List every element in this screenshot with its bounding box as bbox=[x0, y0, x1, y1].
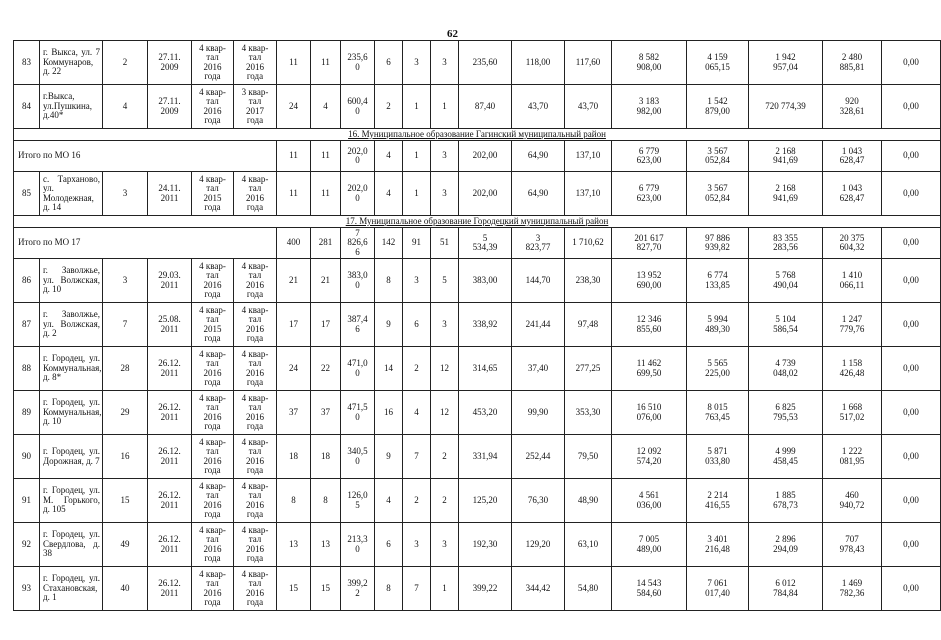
deadline-plan-cell: 4 квар- тал 2016 года bbox=[192, 523, 234, 567]
table-row bbox=[14, 85, 941, 129]
amount-cell: 4 159 065,15 bbox=[687, 41, 749, 85]
amount-cell: 0,00 bbox=[882, 172, 941, 216]
deadline-actual-cell: 4 квар- тал 2016 года bbox=[234, 172, 277, 216]
count-cell: 281 bbox=[311, 228, 341, 259]
row-number: 87 bbox=[14, 303, 40, 347]
amount-cell: 1 247 779,76 bbox=[823, 303, 882, 347]
area-cell: 202,00 bbox=[459, 141, 512, 172]
amount-cell: 0,00 bbox=[882, 41, 941, 85]
table-row bbox=[14, 479, 941, 523]
date-cell: 26.12. 2011 bbox=[148, 523, 192, 567]
amount-cell: 1 668 517,02 bbox=[823, 391, 882, 435]
count-cell: 29 bbox=[103, 391, 148, 435]
amount-cell: 5 104 586,54 bbox=[749, 303, 823, 347]
area-cell: 125,20 bbox=[459, 479, 512, 523]
amount-cell: 6 825 795,53 bbox=[749, 391, 823, 435]
count-cell: 3 bbox=[431, 41, 459, 85]
area-cell: 340,5 0 bbox=[341, 435, 375, 479]
amount-cell: 1 410 066,11 bbox=[823, 259, 882, 303]
address-cell: г.Выкса, ул.Пушкина, д.40* bbox=[40, 85, 103, 129]
count-cell: 2 bbox=[103, 41, 148, 85]
area-cell: 277,25 bbox=[565, 347, 612, 391]
count-cell: 3 bbox=[431, 141, 459, 172]
area-cell: 252,44 bbox=[512, 435, 565, 479]
count-cell: 18 bbox=[277, 435, 311, 479]
date-cell: 27.11. 2009 bbox=[148, 85, 192, 129]
amount-cell: 707 978,43 bbox=[823, 523, 882, 567]
subtotal-label: Итого по МО 17 bbox=[14, 228, 277, 259]
amount-cell: 3 401 216,48 bbox=[687, 523, 749, 567]
row-number: 93 bbox=[14, 567, 40, 611]
amount-cell: 6 779 623,00 bbox=[612, 141, 687, 172]
area-cell: 99,90 bbox=[512, 391, 565, 435]
count-cell: 9 bbox=[375, 435, 403, 479]
amount-cell: 11 462 699,50 bbox=[612, 347, 687, 391]
address-cell: с. Тарханово, ул. Молодежная, д. 14 bbox=[40, 172, 103, 216]
area-cell: 202,0 0 bbox=[341, 172, 375, 216]
amount-cell: 0,00 bbox=[882, 228, 941, 259]
count-cell: 2 bbox=[403, 347, 431, 391]
amount-cell: 7 005 489,00 bbox=[612, 523, 687, 567]
amount-cell: 20 375 604,32 bbox=[823, 228, 882, 259]
address-cell: г. Выкса, ул. 7 Коммунаров, д. 22 bbox=[40, 41, 103, 85]
area-cell: 235,6 0 bbox=[341, 41, 375, 85]
date-cell: 26.12. 2011 bbox=[148, 391, 192, 435]
address-cell: г. Заволжье, ул. Волжская, д. 2 bbox=[40, 303, 103, 347]
count-cell: 3 bbox=[403, 523, 431, 567]
address-cell: г. Городец, ул. Коммунальная, д. 8* bbox=[40, 347, 103, 391]
count-cell: 16 bbox=[375, 391, 403, 435]
amount-cell: 8 015 763,45 bbox=[687, 391, 749, 435]
count-cell: 24 bbox=[277, 85, 311, 129]
amount-cell: 5 871 033,80 bbox=[687, 435, 749, 479]
count-cell: 21 bbox=[277, 259, 311, 303]
date-cell: 27.11. 2009 bbox=[148, 41, 192, 85]
amount-cell: 2 168 941,69 bbox=[749, 141, 823, 172]
section-header-row bbox=[14, 216, 941, 228]
amount-cell: 0,00 bbox=[882, 347, 941, 391]
deadline-actual-cell: 4 квар- тал 2016 года bbox=[234, 435, 277, 479]
address-cell: г. Городец, ул. Дорожная, д. 7 bbox=[40, 435, 103, 479]
table-row bbox=[14, 391, 941, 435]
deadline-plan-cell: 4 квар- тал 2016 года bbox=[192, 259, 234, 303]
area-cell: 192,30 bbox=[459, 523, 512, 567]
count-cell: 11 bbox=[311, 141, 341, 172]
row-number: 91 bbox=[14, 479, 40, 523]
area-cell: 117,60 bbox=[565, 41, 612, 85]
subtotal-row bbox=[14, 141, 941, 172]
count-cell: 15 bbox=[277, 567, 311, 611]
amount-cell: 4 561 036,00 bbox=[612, 479, 687, 523]
area-cell: 238,30 bbox=[565, 259, 612, 303]
amount-cell: 1 043 628,47 bbox=[823, 141, 882, 172]
amount-cell: 6 779 623,00 bbox=[612, 172, 687, 216]
area-cell: 137,10 bbox=[565, 141, 612, 172]
count-cell: 9 bbox=[375, 303, 403, 347]
count-cell: 12 bbox=[431, 347, 459, 391]
address-cell: г. Городец, ул. М. Горького, д. 105 bbox=[40, 479, 103, 523]
area-cell: 344,42 bbox=[512, 567, 565, 611]
area-cell: 64,90 bbox=[512, 172, 565, 216]
area-cell: 43,70 bbox=[565, 85, 612, 129]
amount-cell: 8 582 908,00 bbox=[612, 41, 687, 85]
count-cell: 18 bbox=[311, 435, 341, 479]
amount-cell: 2 896 294,09 bbox=[749, 523, 823, 567]
area-cell: 387,4 6 bbox=[341, 303, 375, 347]
count-cell: 15 bbox=[103, 479, 148, 523]
area-cell: 399,22 bbox=[459, 567, 512, 611]
address-cell: г. Городец, ул. Коммунальная, д. 10 bbox=[40, 391, 103, 435]
area-cell: 5 534,39 bbox=[459, 228, 512, 259]
area-cell: 137,10 bbox=[565, 172, 612, 216]
area-cell: 64,90 bbox=[512, 141, 565, 172]
amount-cell: 1 469 782,36 bbox=[823, 567, 882, 611]
page-number: 62 bbox=[447, 28, 458, 40]
deadline-actual-cell: 4 квар- тал 2016 года bbox=[234, 41, 277, 85]
table-row bbox=[14, 435, 941, 479]
deadline-actual-cell: 4 квар- тал 2016 года bbox=[234, 479, 277, 523]
count-cell: 3 bbox=[403, 41, 431, 85]
count-cell: 17 bbox=[311, 303, 341, 347]
area-cell: 43,70 bbox=[512, 85, 565, 129]
address-cell: г. Городец, ул. Свердлова, д. 38 bbox=[40, 523, 103, 567]
housing-register-table bbox=[13, 40, 941, 611]
amount-cell: 5 994 489,30 bbox=[687, 303, 749, 347]
count-cell: 11 bbox=[311, 41, 341, 85]
deadline-actual-cell: 3 квар- тал 2017 года bbox=[234, 85, 277, 129]
amount-cell: 16 510 076,00 bbox=[612, 391, 687, 435]
area-cell: 235,60 bbox=[459, 41, 512, 85]
count-cell: 2 bbox=[403, 479, 431, 523]
deadline-plan-cell: 4 квар- тал 2016 года bbox=[192, 479, 234, 523]
section-header-row bbox=[14, 129, 941, 141]
area-cell: 97,48 bbox=[565, 303, 612, 347]
table-row bbox=[14, 523, 941, 567]
count-cell: 4 bbox=[375, 172, 403, 216]
count-cell: 4 bbox=[375, 141, 403, 172]
deadline-actual-cell: 4 квар- тал 2016 года bbox=[234, 347, 277, 391]
address-cell: г. Заволжье, ул. Волжская, д. 10 bbox=[40, 259, 103, 303]
deadline-plan-cell: 4 квар- тал 2015 года bbox=[192, 172, 234, 216]
deadline-actual-cell: 4 квар- тал 2016 года bbox=[234, 523, 277, 567]
area-cell: 202,0 0 bbox=[341, 141, 375, 172]
amount-cell: 0,00 bbox=[882, 523, 941, 567]
count-cell: 13 bbox=[311, 523, 341, 567]
area-cell: 63,10 bbox=[565, 523, 612, 567]
amount-cell: 2 168 941,69 bbox=[749, 172, 823, 216]
deadline-actual-cell: 4 квар- тал 2016 года bbox=[234, 567, 277, 611]
amount-cell: 1 222 081,95 bbox=[823, 435, 882, 479]
count-cell: 7 bbox=[403, 435, 431, 479]
count-cell: 12 bbox=[431, 391, 459, 435]
count-cell: 24 bbox=[277, 347, 311, 391]
count-cell: 11 bbox=[311, 172, 341, 216]
subtotal-row bbox=[14, 228, 941, 259]
amount-cell: 0,00 bbox=[882, 85, 941, 129]
deadline-plan-cell: 4 квар- тал 2016 года bbox=[192, 435, 234, 479]
date-cell: 26.12. 2011 bbox=[148, 479, 192, 523]
deadline-plan-cell: 4 квар- тал 2016 года bbox=[192, 347, 234, 391]
count-cell: 91 bbox=[403, 228, 431, 259]
count-cell: 5 bbox=[431, 259, 459, 303]
section-title: 16. Муниципальное образование Гагинский муниципальный район bbox=[348, 128, 606, 139]
count-cell: 37 bbox=[311, 391, 341, 435]
amount-cell: 1 158 426,48 bbox=[823, 347, 882, 391]
deadline-plan-cell: 4 квар- тал 2016 года bbox=[192, 41, 234, 85]
count-cell: 16 bbox=[103, 435, 148, 479]
deadline-plan-cell: 4 квар- тал 2015 года bbox=[192, 303, 234, 347]
count-cell: 8 bbox=[375, 259, 403, 303]
amount-cell: 13 952 690,00 bbox=[612, 259, 687, 303]
count-cell: 1 bbox=[403, 85, 431, 129]
count-cell: 6 bbox=[375, 523, 403, 567]
amount-cell: 0,00 bbox=[882, 567, 941, 611]
count-cell: 6 bbox=[375, 41, 403, 85]
count-cell: 3 bbox=[103, 172, 148, 216]
amount-cell: 3 567 052,84 bbox=[687, 172, 749, 216]
amount-cell: 5 565 225,00 bbox=[687, 347, 749, 391]
count-cell: 4 bbox=[311, 85, 341, 129]
amount-cell: 2 214 416,55 bbox=[687, 479, 749, 523]
count-cell: 4 bbox=[403, 391, 431, 435]
area-cell: 37,40 bbox=[512, 347, 565, 391]
deadline-plan-cell: 4 квар- тал 2016 года bbox=[192, 567, 234, 611]
count-cell: 142 bbox=[375, 228, 403, 259]
count-cell: 21 bbox=[311, 259, 341, 303]
amount-cell: 97 886 939,82 bbox=[687, 228, 749, 259]
count-cell: 1 bbox=[431, 85, 459, 129]
date-cell: 24.11. 2011 bbox=[148, 172, 192, 216]
row-number: 88 bbox=[14, 347, 40, 391]
area-cell: 87,40 bbox=[459, 85, 512, 129]
section-title: 17. Муниципальное образование Городецкий муниципальный район bbox=[345, 215, 609, 226]
amount-cell: 3 567 052,84 bbox=[687, 141, 749, 172]
count-cell: 11 bbox=[277, 41, 311, 85]
register-body bbox=[14, 41, 941, 611]
count-cell: 3 bbox=[103, 259, 148, 303]
date-cell: 26.12. 2011 bbox=[148, 435, 192, 479]
amount-cell: 0,00 bbox=[882, 259, 941, 303]
count-cell: 40 bbox=[103, 567, 148, 611]
row-number: 85 bbox=[14, 172, 40, 216]
area-cell: 202,00 bbox=[459, 172, 512, 216]
count-cell: 11 bbox=[277, 172, 311, 216]
area-cell: 471,5 0 bbox=[341, 391, 375, 435]
amount-cell: 83 355 283,56 bbox=[749, 228, 823, 259]
area-cell: 241,44 bbox=[512, 303, 565, 347]
area-cell: 126,0 5 bbox=[341, 479, 375, 523]
amount-cell: 920 328,61 bbox=[823, 85, 882, 129]
deadline-actual-cell: 4 квар- тал 2016 года bbox=[234, 391, 277, 435]
area-cell: 48,90 bbox=[565, 479, 612, 523]
area-cell: 76,30 bbox=[512, 479, 565, 523]
area-cell: 129,20 bbox=[512, 523, 565, 567]
count-cell: 3 bbox=[403, 259, 431, 303]
amount-cell: 720 774,39 bbox=[749, 85, 823, 129]
amount-cell: 0,00 bbox=[882, 479, 941, 523]
section-title-cell bbox=[14, 216, 941, 228]
amount-cell: 1 885 678,73 bbox=[749, 479, 823, 523]
area-cell: 314,65 bbox=[459, 347, 512, 391]
date-cell: 26.12. 2011 bbox=[148, 347, 192, 391]
amount-cell: 4 739 048,02 bbox=[749, 347, 823, 391]
count-cell: 49 bbox=[103, 523, 148, 567]
area-cell: 54,80 bbox=[565, 567, 612, 611]
deadline-actual-cell: 4 квар- тал 2016 года bbox=[234, 303, 277, 347]
amount-cell: 0,00 bbox=[882, 303, 941, 347]
area-cell: 118,00 bbox=[512, 41, 565, 85]
count-cell: 400 bbox=[277, 228, 311, 259]
row-number: 90 bbox=[14, 435, 40, 479]
area-cell: 7 826,6 6 bbox=[341, 228, 375, 259]
amount-cell: 6 012 784,84 bbox=[749, 567, 823, 611]
amount-cell: 201 617 827,70 bbox=[612, 228, 687, 259]
count-cell: 7 bbox=[103, 303, 148, 347]
count-cell: 8 bbox=[311, 479, 341, 523]
area-cell: 399,2 2 bbox=[341, 567, 375, 611]
row-number: 92 bbox=[14, 523, 40, 567]
table-row bbox=[14, 172, 941, 216]
area-cell: 3 823,77 bbox=[512, 228, 565, 259]
area-cell: 1 710,62 bbox=[565, 228, 612, 259]
amount-cell: 0,00 bbox=[882, 391, 941, 435]
count-cell: 7 bbox=[403, 567, 431, 611]
count-cell: 14 bbox=[375, 347, 403, 391]
table-row bbox=[14, 41, 941, 85]
count-cell: 3 bbox=[431, 523, 459, 567]
amount-cell: 0,00 bbox=[882, 141, 941, 172]
area-cell: 471,0 0 bbox=[341, 347, 375, 391]
section-title-cell bbox=[14, 129, 941, 141]
amount-cell: 460 940,72 bbox=[823, 479, 882, 523]
count-cell: 4 bbox=[103, 85, 148, 129]
deadline-plan-cell: 4 квар- тал 2016 года bbox=[192, 85, 234, 129]
count-cell: 17 bbox=[277, 303, 311, 347]
amount-cell: 14 543 584,60 bbox=[612, 567, 687, 611]
area-cell: 79,50 bbox=[565, 435, 612, 479]
table-row bbox=[14, 567, 941, 611]
amount-cell: 12 346 855,60 bbox=[612, 303, 687, 347]
count-cell: 37 bbox=[277, 391, 311, 435]
count-cell: 2 bbox=[431, 479, 459, 523]
area-cell: 331,94 bbox=[459, 435, 512, 479]
row-number: 84 bbox=[14, 85, 40, 129]
date-cell: 26.12. 2011 bbox=[148, 567, 192, 611]
amount-cell: 1 542 879,00 bbox=[687, 85, 749, 129]
count-cell: 3 bbox=[431, 303, 459, 347]
amount-cell: 2 480 885,81 bbox=[823, 41, 882, 85]
area-cell: 600,4 0 bbox=[341, 85, 375, 129]
amount-cell: 1 942 957,04 bbox=[749, 41, 823, 85]
count-cell: 51 bbox=[431, 228, 459, 259]
count-cell: 22 bbox=[311, 347, 341, 391]
count-cell: 15 bbox=[311, 567, 341, 611]
row-number: 86 bbox=[14, 259, 40, 303]
count-cell: 1 bbox=[431, 567, 459, 611]
deadline-actual-cell: 4 квар- тал 2016 года bbox=[234, 259, 277, 303]
count-cell: 11 bbox=[277, 141, 311, 172]
table-row bbox=[14, 259, 941, 303]
table-row bbox=[14, 347, 941, 391]
area-cell: 383,0 0 bbox=[341, 259, 375, 303]
amount-cell: 5 768 490,04 bbox=[749, 259, 823, 303]
area-cell: 383,00 bbox=[459, 259, 512, 303]
amount-cell: 12 092 574,20 bbox=[612, 435, 687, 479]
count-cell: 3 bbox=[431, 172, 459, 216]
table-row bbox=[14, 303, 941, 347]
date-cell: 25.08. 2011 bbox=[148, 303, 192, 347]
amount-cell: 1 043 628,47 bbox=[823, 172, 882, 216]
count-cell: 2 bbox=[431, 435, 459, 479]
count-cell: 28 bbox=[103, 347, 148, 391]
amount-cell: 6 774 133,85 bbox=[687, 259, 749, 303]
area-cell: 453,20 bbox=[459, 391, 512, 435]
amount-cell: 7 061 017,40 bbox=[687, 567, 749, 611]
area-cell: 353,30 bbox=[565, 391, 612, 435]
date-cell: 29.03. 2011 bbox=[148, 259, 192, 303]
count-cell: 4 bbox=[375, 479, 403, 523]
subtotal-label: Итого по МО 16 bbox=[14, 141, 277, 172]
count-cell: 1 bbox=[403, 141, 431, 172]
count-cell: 13 bbox=[277, 523, 311, 567]
row-number: 89 bbox=[14, 391, 40, 435]
count-cell: 8 bbox=[375, 567, 403, 611]
count-cell: 8 bbox=[277, 479, 311, 523]
count-cell: 6 bbox=[403, 303, 431, 347]
area-cell: 213,3 0 bbox=[341, 523, 375, 567]
count-cell: 1 bbox=[403, 172, 431, 216]
count-cell: 2 bbox=[375, 85, 403, 129]
area-cell: 338,92 bbox=[459, 303, 512, 347]
amount-cell: 0,00 bbox=[882, 435, 941, 479]
area-cell: 144,70 bbox=[512, 259, 565, 303]
amount-cell: 4 999 458,45 bbox=[749, 435, 823, 479]
address-cell: г. Городец, ул. Стахановская, д. 1 bbox=[40, 567, 103, 611]
deadline-plan-cell: 4 квар- тал 2016 года bbox=[192, 391, 234, 435]
amount-cell: 3 183 982,00 bbox=[612, 85, 687, 129]
row-number: 83 bbox=[14, 41, 40, 85]
